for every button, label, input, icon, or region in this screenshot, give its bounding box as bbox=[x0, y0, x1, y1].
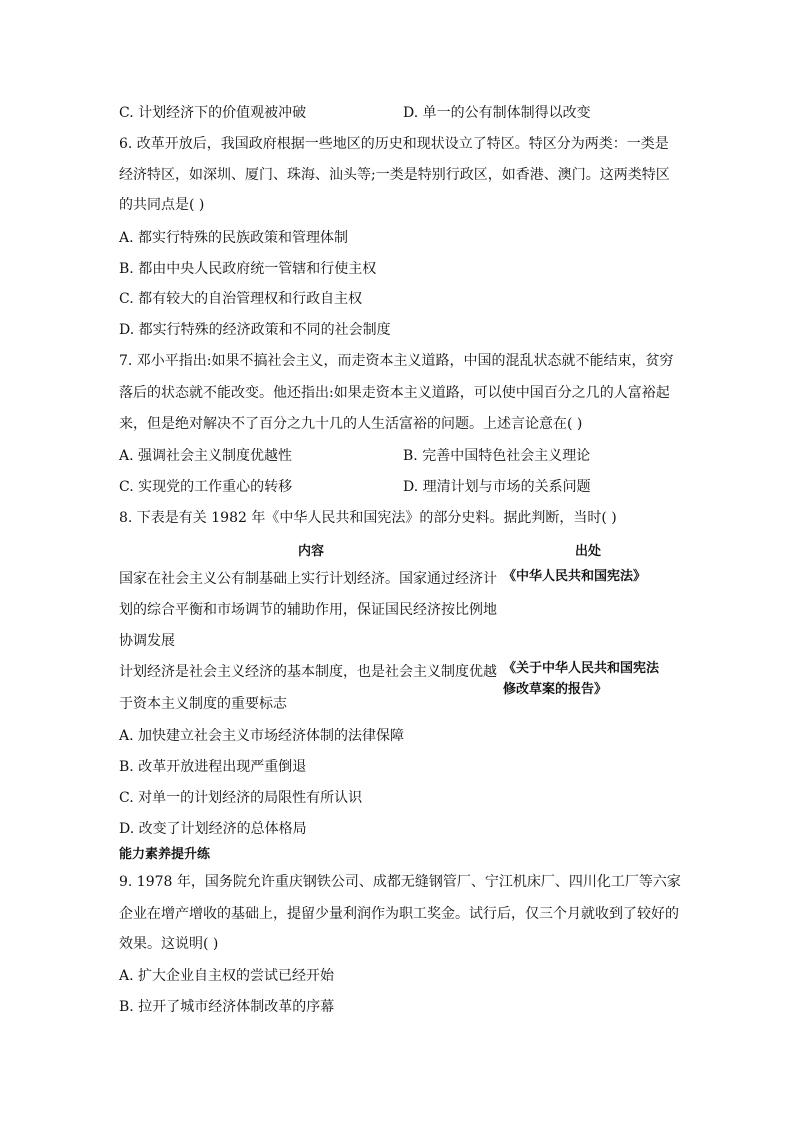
q8-option-b: B. 改革开放进程出现严重倒退 bbox=[119, 759, 307, 775]
q6-option-d: D. 都实行特殊的经济政策和不同的社会制度 bbox=[119, 322, 391, 338]
q8-option-c: C. 对单一的计划经济的局限性有所认识 bbox=[119, 790, 363, 806]
q7-option-b: B. 完善中国特色社会主义理论 bbox=[403, 448, 591, 464]
table-header-source: 出处 bbox=[575, 544, 602, 559]
q9-stem-line1: 9. 1978 年，国务院允许重庆钢铁公司、成都无缝钢管厂、宁江机床厂、四川化工厂等六家 bbox=[119, 874, 681, 890]
q8-option-d: D. 改变了计划经济的总体格局 bbox=[119, 821, 307, 837]
q6-stem-line1: 6. 改革开放后，我国政府根据一些地区的历史和现状设立了特区。特区分为两类：一类是 bbox=[119, 136, 669, 152]
q7-option-d: D. 理清计划与市场的关系问题 bbox=[403, 479, 591, 495]
q9-option-a: A. 扩大企业自主权的尝试已经开始 bbox=[119, 968, 335, 984]
q6-stem-line3: 的共同点是( ) bbox=[119, 197, 205, 213]
section-title: 能力素养提升练 bbox=[119, 847, 211, 862]
q9-stem-line3: 效果。这说明( ) bbox=[119, 936, 219, 952]
table-row2-source-line1: 《关于中华人民共和国宪法 bbox=[503, 661, 660, 676]
table-row1-content-line3: 协调发展 bbox=[119, 633, 175, 649]
table-row2-source-line2: 修改草案的报告》 bbox=[503, 682, 608, 697]
q8-stem-line1: 8. 下表是有关 1982 年《中华人民共和国宪法》的部分史料。据此判断，当时( ) bbox=[119, 510, 617, 526]
q9-option-b: B. 拉开了城市经济体制改革的序幕 bbox=[119, 999, 335, 1015]
table-row2-content-line2: 于资本主义制度的重要标志 bbox=[119, 696, 287, 712]
q8-option-a: A. 加快建立社会主义市场经济体制的法律保障 bbox=[119, 728, 405, 744]
table-row1-source: 《中华人民共和国宪法》 bbox=[503, 569, 647, 584]
q6-option-a: A. 都实行特殊的民族政策和管理体制 bbox=[119, 230, 349, 246]
table-row1-content-line2: 划的综合平衡和市场调节的辅助作用，保证国民经济按比例地 bbox=[119, 602, 497, 618]
table-row2-content-line1: 计划经济是社会主义经济的基本制度，也是社会主义制度优越 bbox=[119, 664, 497, 680]
q5-option-d: D. 单一的公有制体制得以改变 bbox=[403, 105, 591, 121]
q7-option-c: C. 实现党的工作重心的转移 bbox=[119, 479, 293, 495]
q7-stem-line1: 7. 邓小平指出:如果不搞社会主义，而走资本主义道路，中国的混乱状态就不能结束，贫穷 bbox=[119, 353, 674, 369]
q6-stem-line2: 经济特区，如深圳、厦门、珠海、汕头等;一类是特别行政区，如香港、澳门。这两类特区 bbox=[119, 167, 670, 183]
q9-stem-line2: 企业在增产增收的基础上，提留少量利润作为职工奖金。试行后，仅三个月就收到了较好的 bbox=[119, 906, 679, 922]
q7-stem-line2: 落后的状态就不能改变。他还指出:如果走资本主义道路，可以使中国百分之几的人富裕起 bbox=[119, 385, 670, 401]
q7-stem-line3: 来，但是绝对解决不了百分之九十几的人生活富裕的问题。上述言论意在( ) bbox=[119, 416, 583, 432]
table-header-content: 内容 bbox=[298, 544, 325, 559]
q6-option-c: C. 都有较大的自治管理权和行政自主权 bbox=[119, 291, 363, 307]
q5-option-c: C. 计划经济下的价值观被冲破 bbox=[119, 105, 307, 121]
q6-option-b: B. 都由中央人民政府统一管辖和行使主权 bbox=[119, 261, 377, 277]
q7-option-a: A. 强调社会主义制度优越性 bbox=[119, 448, 293, 464]
table-row1-content-line1: 国家在社会主义公有制基础上实行计划经济。国家通过经济计 bbox=[119, 571, 497, 587]
